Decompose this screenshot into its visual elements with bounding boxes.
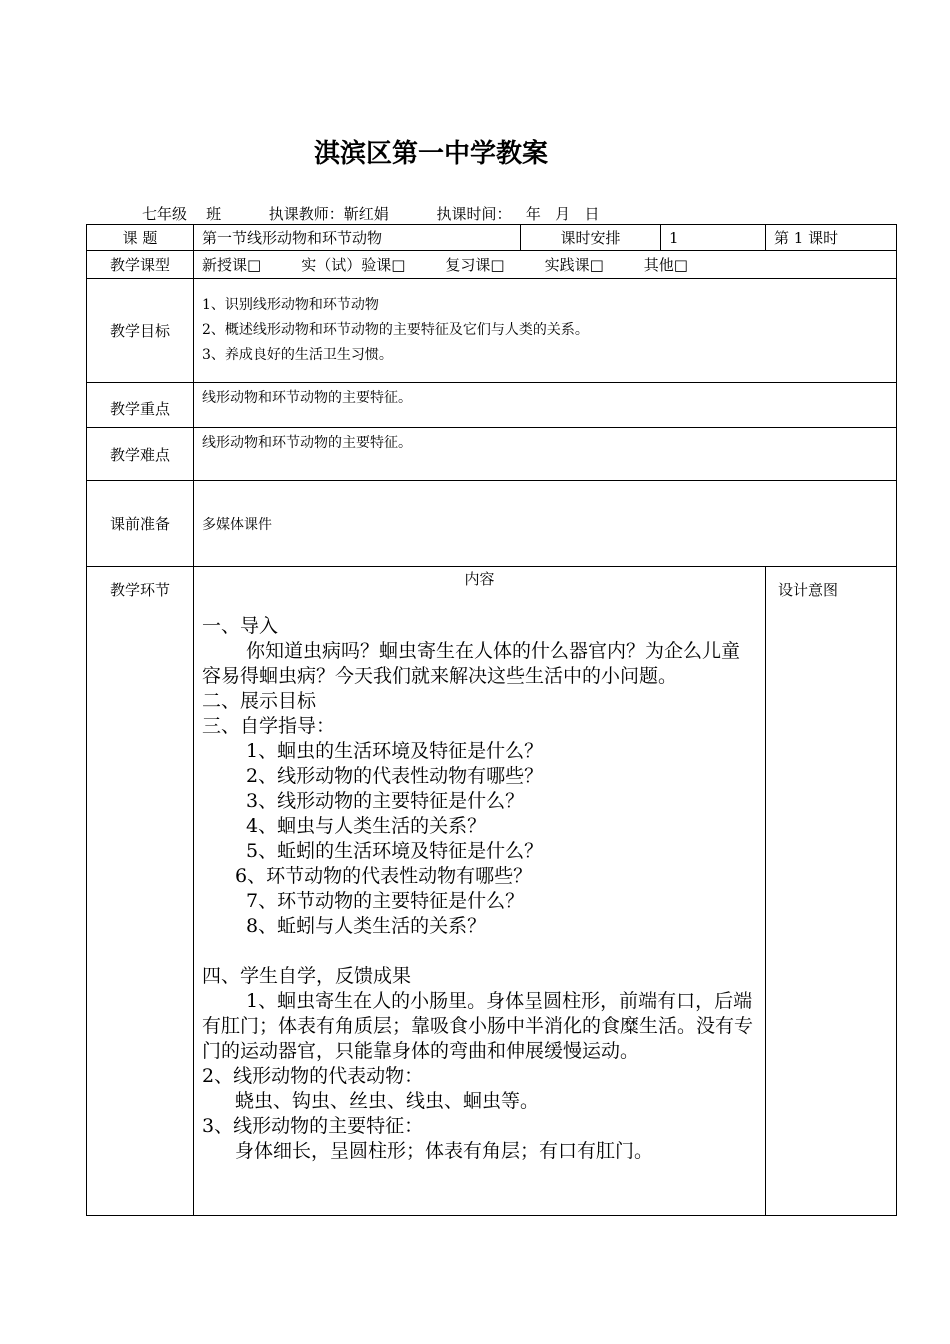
- month: 月: [555, 205, 571, 223]
- topic-value: 第一节线形动物和环节动物: [194, 225, 521, 251]
- content-header: 内容: [464, 570, 495, 588]
- teacher: 执课教师：靳红娟: [268, 205, 389, 223]
- goal-item: 2、概述线形动物和环节动物的主要特征及它们与人类的关系。: [202, 322, 589, 338]
- type-option-lab[interactable]: 实（试）验课□: [301, 256, 406, 274]
- lesson-number: 第 1 课时: [766, 225, 897, 251]
- guide-question: 7、环节动物的主要特征是什么？: [246, 890, 525, 912]
- design-intent-header: 设计意图: [778, 581, 839, 599]
- type-option-other[interactable]: 其他□: [643, 256, 688, 274]
- design-intent: [766, 567, 897, 1216]
- section-goals: 二、展示目标: [202, 690, 317, 712]
- goals-list: [194, 279, 897, 383]
- row-type: [87, 251, 897, 279]
- type-options: [194, 251, 897, 279]
- row-difficulty: [87, 428, 897, 481]
- lesson-meta: [142, 203, 600, 224]
- difficulty-value: 线形动物和环节动物的主要特征。: [194, 428, 897, 481]
- guide-question: 5、蚯蚓的生活环境及特征是什么？: [246, 840, 544, 862]
- section-guide: 三、自学指导：: [202, 715, 336, 737]
- process-content: [194, 567, 766, 1216]
- answer-2: 2、线形动物的代表动物：: [202, 1065, 424, 1087]
- key-point-value: 线形动物和环节动物的主要特征。: [194, 383, 897, 428]
- grade: 七年级: [142, 205, 188, 223]
- guide-question: 1、蛔虫的生活环境及特征是什么？: [246, 740, 544, 762]
- section-intro: 一、导入: [202, 615, 279, 637]
- answer-3: 3、线形动物的主要特征：: [202, 1115, 424, 1137]
- answer-1: 1、蛔虫寄生在人的小肠里。身体呈圆柱形，前端有口，后端有肛门；体表有角质层；靠吸食小肠中半消化的食糜生活。没有专门的运动器官，只能靠身体的弯曲和伸展缓慢运动。: [202, 990, 754, 1062]
- type-label: 教学课型: [87, 251, 194, 279]
- type-option-new[interactable]: 新授课□: [202, 256, 262, 274]
- guide-question: 8、蚯蚓与人类生活的关系？: [246, 915, 487, 937]
- type-option-review[interactable]: 复习课□: [445, 256, 505, 274]
- row-key-point: [87, 383, 897, 428]
- lesson-plan-table: [86, 224, 897, 1216]
- schedule-label: 课时安排: [521, 225, 661, 251]
- key-point-label: 教学重点: [87, 383, 194, 428]
- row-goals: [87, 279, 897, 383]
- answer-2-text: 蛲虫、钩虫、丝虫、线虫、蛔虫等。: [235, 1090, 540, 1112]
- class: 班: [206, 205, 222, 223]
- section-feedback: 四、学生自学，反馈成果: [202, 965, 412, 987]
- intro-text: 你知道虫病吗？蛔虫寄生在人体的什么器官内？为企么儿童容易得蛔虫病？今天我们就来解决这些生活中的小问题。: [202, 640, 741, 687]
- goal-item: 3、养成良好的生活卫生习惯。: [202, 347, 393, 363]
- type-option-practice[interactable]: 实践课□: [544, 256, 604, 274]
- goal-item: 1、识别线形动物和环节动物: [202, 297, 379, 313]
- row-topic: [87, 225, 897, 251]
- schedule-value: 1: [661, 225, 766, 251]
- document-title: 淇滨区第一中学教案: [313, 139, 548, 169]
- guide-question: 6、环节动物的代表性动物有哪些？: [235, 865, 533, 887]
- row-process: [87, 567, 897, 1216]
- guide-question: 2、线形动物的代表性动物有哪些？: [246, 765, 544, 787]
- preparation-value: 多媒体课件: [194, 481, 897, 567]
- preparation-label: 课前准备: [87, 481, 194, 567]
- difficulty-label: 教学难点: [87, 428, 194, 481]
- answer-3-text: 身体细长，呈圆柱形；体表有角层；有口有肛门。: [235, 1140, 654, 1162]
- topic-label: 课 题: [87, 225, 194, 251]
- guide-question: 4、蛔虫与人类生活的关系？: [246, 815, 487, 837]
- row-preparation: [87, 481, 897, 567]
- process-label: 教学环节: [87, 567, 194, 1216]
- day: 日: [584, 205, 600, 223]
- time-label: 执课时间：: [436, 205, 512, 223]
- goals-label: 教学目标: [87, 279, 194, 383]
- guide-question: 3、线形动物的主要特征是什么？: [246, 790, 525, 812]
- year: 年: [525, 205, 541, 223]
